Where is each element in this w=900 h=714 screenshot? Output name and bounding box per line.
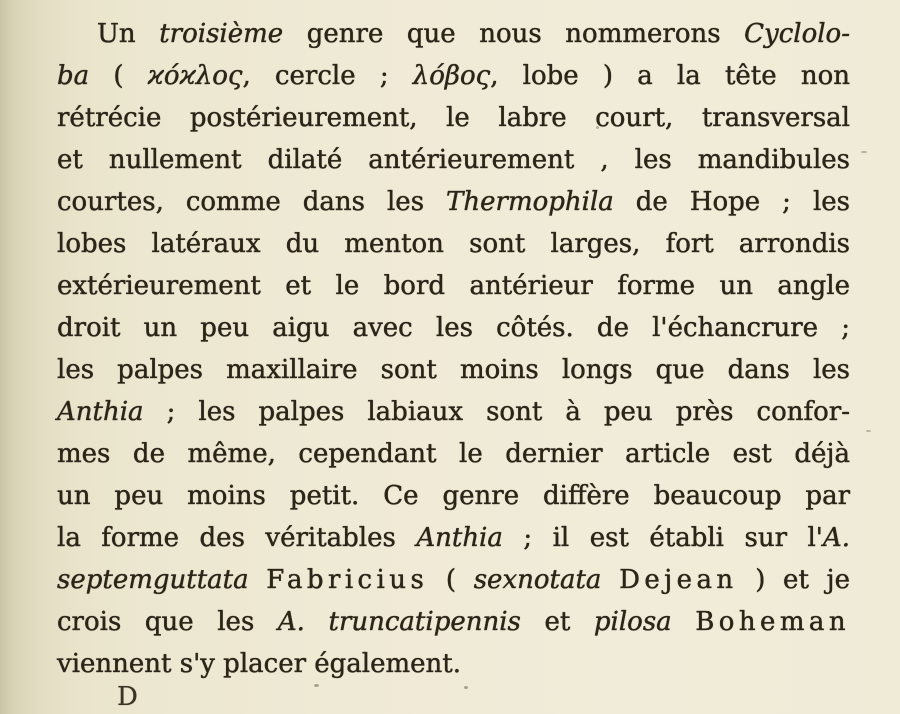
- text-line-1: [57, 13, 850, 55]
- text-line-14: [57, 559, 850, 601]
- greek-text: λόβος: [412, 61, 491, 91]
- roman-text: rétrécie postérieurement, le labre court, transversal: [57, 103, 850, 133]
- roman-text: (: [89, 61, 148, 91]
- roman-text: les palpes maxillaire sont moins longs que dans les: [57, 355, 850, 385]
- roman-text: et nullement dilaté antérieurement , les mandibules: [57, 145, 850, 175]
- text-line-13: [57, 517, 850, 559]
- italic-text: Anthia: [416, 523, 503, 553]
- greek-text: ϰόϰλος: [147, 61, 243, 91]
- text-line-6: [57, 223, 850, 265]
- text-line-2: [57, 55, 850, 97]
- italic-text: A. truncatipennis: [277, 607, 521, 637]
- text-line-15: [57, 601, 850, 643]
- roman-text: lobes latéraux du menton sont larges, fort arrondis: [57, 229, 850, 259]
- roman-text: extérieurement et le bord antérieur forme un angle: [57, 271, 850, 301]
- text-line-5: [57, 181, 850, 223]
- paragraph-cycloloba: [57, 13, 850, 685]
- roman-text: ; il est établi sur l': [502, 523, 823, 553]
- text-line-10: [57, 391, 850, 433]
- text-line-16: [57, 643, 850, 685]
- roman-text: courtes, comme dans les: [57, 187, 447, 217]
- letterspaced-name: Fabricius: [266, 565, 429, 595]
- text-line-4: [57, 139, 850, 181]
- roman-text: de Hope ; les: [613, 187, 850, 217]
- roman-text: genre que nous nommerons: [283, 19, 745, 49]
- italic-text: Thermophila: [446, 187, 614, 217]
- text-line-9: [57, 349, 850, 391]
- italic-text: septemguttata: [57, 565, 249, 595]
- text-line-8: [57, 307, 850, 349]
- italic-text: pilosa: [593, 607, 672, 637]
- text-line-11: [57, 433, 850, 475]
- scan-speck: [314, 684, 319, 687]
- italic-text: sexnotata: [473, 565, 602, 595]
- roman-text: viennent s'y placer également.: [57, 649, 462, 679]
- roman-text: un peu moins petit. Ce genre diffère beaucoup par: [57, 481, 850, 511]
- scan-speck: [464, 686, 468, 689]
- scan-speck: [596, 126, 599, 129]
- roman-text: ) et je: [737, 565, 851, 595]
- letterspaced-name: Boheman: [695, 607, 850, 637]
- roman-text: (: [428, 565, 474, 595]
- scan-speck: [866, 430, 871, 432]
- roman-text: , lobe ) a la tête non: [490, 61, 850, 91]
- fragment-letter: D: [117, 682, 138, 712]
- italic-text: troisième: [159, 19, 284, 49]
- italic-text: A.: [822, 523, 850, 553]
- italic-text: ba: [57, 61, 90, 91]
- roman-text: la forme des véritables: [57, 523, 417, 553]
- text-line-7: [57, 265, 850, 307]
- roman-text: [601, 565, 619, 595]
- roman-text: et: [520, 607, 594, 637]
- italic-text: Anthia: [57, 397, 144, 427]
- roman-text: [249, 565, 267, 595]
- roman-text: crois que les: [57, 607, 278, 637]
- scan-speck: [861, 151, 867, 153]
- roman-text: mes de même, cependant le dernier article est déjà: [57, 439, 850, 469]
- letterspaced-name: Dejean: [619, 565, 738, 595]
- roman-text: , cercle ;: [242, 61, 413, 91]
- roman-text: [672, 607, 696, 637]
- roman-text: droit un peu aigu avec les côtés. de l'échancrure ;: [57, 313, 850, 343]
- italic-text: Cyclolo-: [744, 19, 850, 49]
- roman-text: Un: [97, 19, 160, 49]
- text-line-12: [57, 475, 850, 517]
- next-paragraph-fragment: [97, 680, 138, 714]
- roman-text: ; les palpes labiaux sont à peu près confor-: [143, 397, 850, 427]
- text-line-3: [57, 97, 850, 139]
